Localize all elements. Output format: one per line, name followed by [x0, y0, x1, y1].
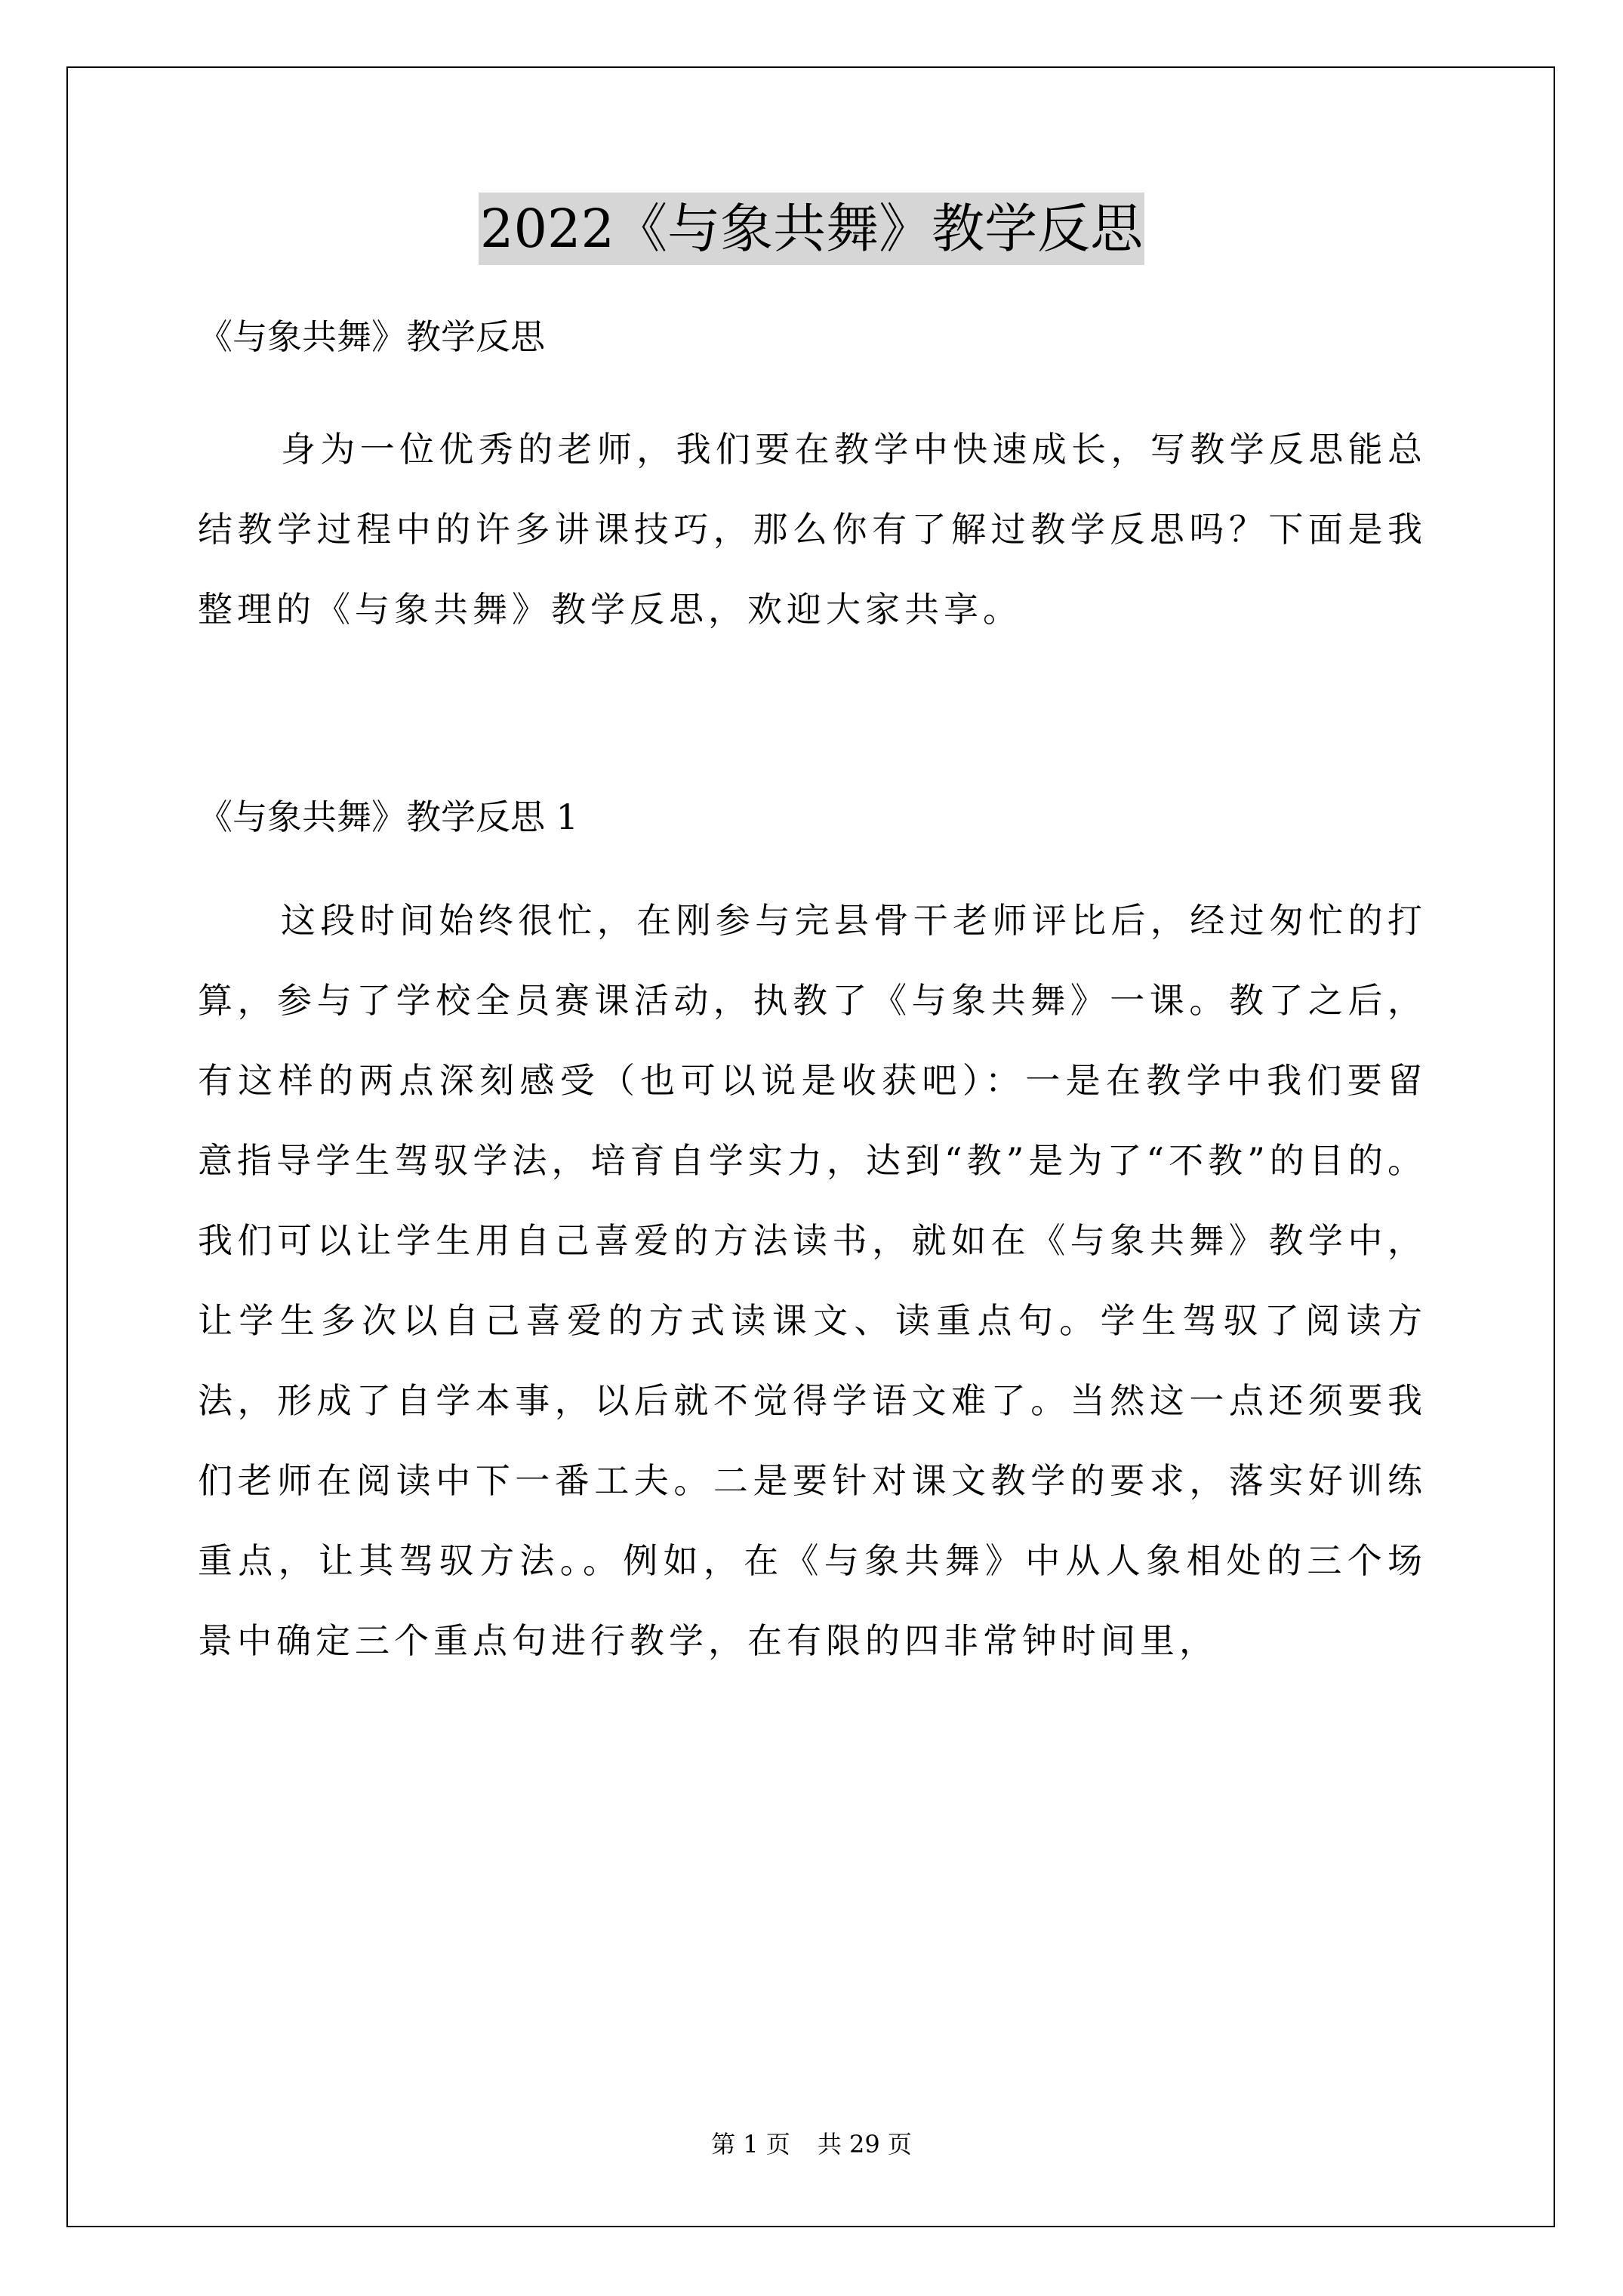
document-body [198, 302, 1427, 1681]
page-number: 第 1 页 [711, 2130, 790, 2159]
title-wrap [0, 193, 1623, 265]
document-title: 2022《与象共舞》教学反思 [479, 193, 1144, 265]
intro-paragraph: 身为一位优秀的老师，我们要在教学中快速成长，写教学反思能总结教学过程中的许多讲课技巧，那么你有了解过教学反思吗？下面是我整理的《与象共舞》教学反思，欢迎大家共享。 [198, 429, 1427, 630]
page-footer [0, 2129, 1623, 2159]
subtitle: 《与象共舞》教学反思 [198, 316, 545, 357]
section-paragraph-1: 这段时间始终很忙，在刚参与完县骨干老师评比后，经过匆忙的打算，参与了学校全员赛课活动，执教了《与象共舞》一课。教了之后，有这样的两点深刻感受（也可以说是收获吧）：一是在教学中我们要留意指导学生驾驭学法，培育自学实力，达到“教”是为了“不教”的目的。我们可以让学生用自己喜爱的方法读书，就如在《与象共舞》教学中，让学生多次以自己喜爱的方式读课文、读重点句。学生驾驭了阅读方法，形成了自学本事，以后就不觉得学语文难了。当然这一点还须要我们老师在阅读中下一番工夫。二是要针对课文教学的要求，落实好训练重点，让其驾驭方法。。例如，在《与象共舞》中从人象相处的三个场景中确定三个重点句进行教学，在有限的四非常钟时间里， [198, 900, 1427, 1661]
page-total: 共 29 页 [817, 2130, 912, 2159]
section-heading-1: 《与象共舞》教学反思 1 [198, 797, 578, 837]
